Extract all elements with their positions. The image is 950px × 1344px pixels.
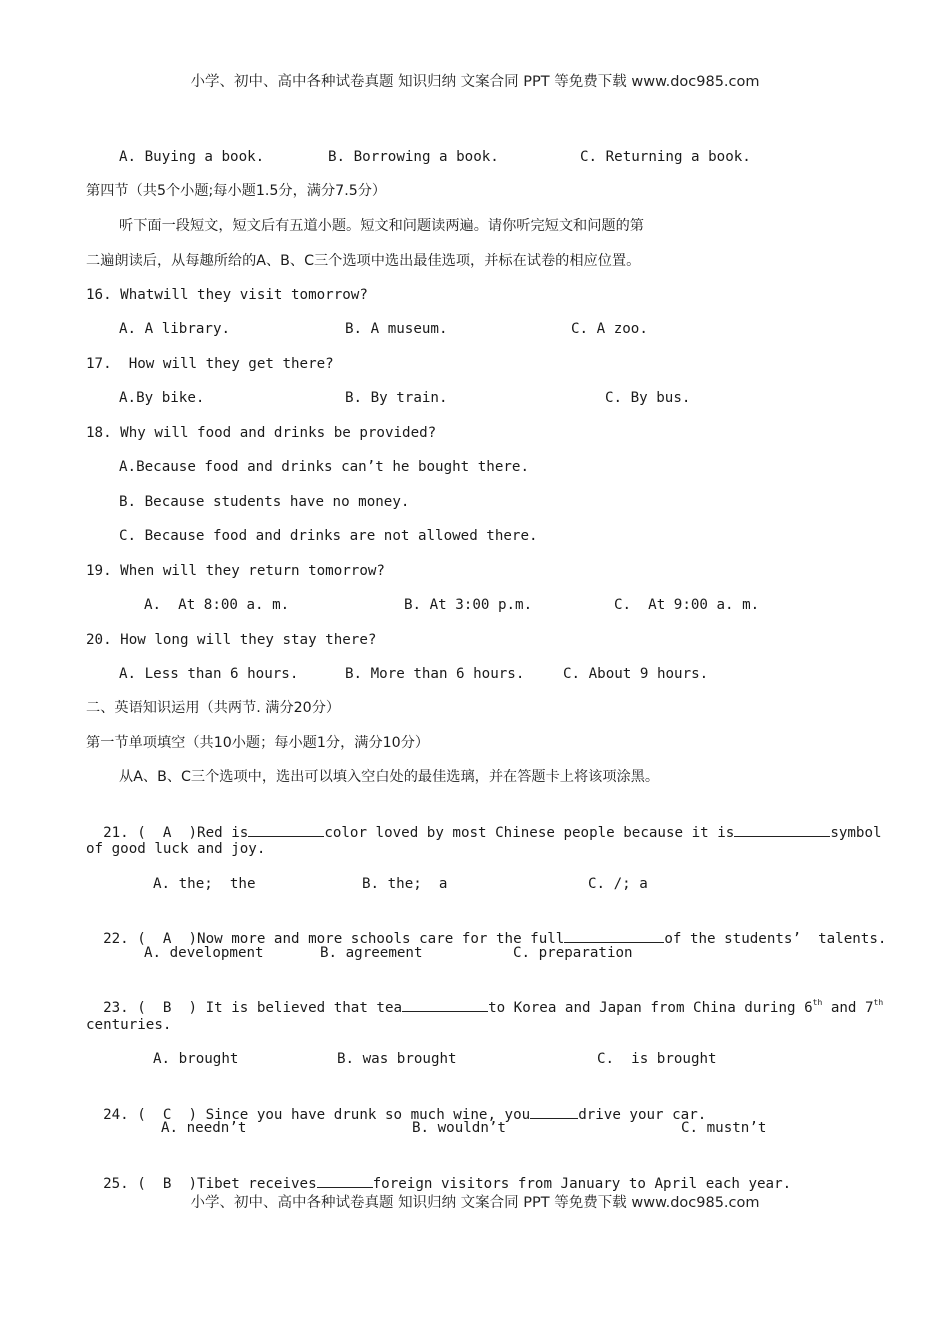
q25-question bbox=[86, 1153, 791, 1194]
q18-option-b: B. Because students have no money. bbox=[119, 494, 410, 510]
q23-superscript-1: th bbox=[812, 998, 823, 1007]
q17-option-c: C. By bus. bbox=[605, 390, 691, 406]
q23-superscript-2: th bbox=[873, 998, 884, 1007]
q23-question-continued: centuries. bbox=[86, 1017, 172, 1033]
q24-text-2: drive your car. bbox=[578, 1107, 707, 1123]
q23-option-c: C. is brought bbox=[597, 1051, 717, 1067]
q21-option-b: B. the; a bbox=[362, 876, 448, 892]
q24-option-c: C. mustn’t bbox=[681, 1120, 767, 1136]
q23-option-a: A. brought bbox=[153, 1051, 239, 1067]
q18-option-a: A.Because food and drinks can’t he bought there. bbox=[119, 459, 529, 475]
q18-option-c: C. Because food and drinks are not allowed there. bbox=[119, 528, 538, 544]
q22-option-a: A. development bbox=[144, 945, 264, 961]
q15-option-b: B. Borrowing a book. bbox=[328, 149, 499, 165]
q21-question bbox=[86, 802, 882, 843]
q15-option-c: C. Returning a book. bbox=[580, 149, 751, 165]
q22-text-1: 22. ( A )Now more and more schools care for the full bbox=[103, 931, 565, 947]
part2-section1-instruction: 从A、B、C三个选项中，选出可以填入空白处的最佳选璃，并在答题卡上将该项涂黑。 bbox=[119, 769, 660, 785]
q23-question bbox=[86, 977, 883, 1018]
q24-text-1: 24. ( C ) Since you have drunk so much wine, you bbox=[103, 1107, 531, 1123]
page-header: 小学、初中、高中各种试卷真题 知识归纳 文案合同 PPT 等免费下载 www.doc985.com bbox=[190, 74, 760, 90]
q25-blank bbox=[317, 1173, 373, 1188]
q19-option-a: A. At 8:00 a. m. bbox=[144, 597, 290, 613]
part2-section1-title: 第一节单项填空（共10小题；每小题1分，满分10分） bbox=[86, 735, 430, 751]
q22-option-c: C. preparation bbox=[513, 945, 633, 961]
q20-option-b: B. More than 6 hours. bbox=[345, 666, 525, 682]
section4-title: 第四节（共5个小题;每小题1.5分，满分7.5分） bbox=[86, 183, 387, 199]
q21-option-c: C. /; a bbox=[588, 876, 648, 892]
q25-text-1: 25. ( B )Tibet receives bbox=[103, 1176, 317, 1192]
q22-option-b: B. agreement bbox=[320, 945, 423, 961]
q21-text-2: color loved by most Chinese people because it is bbox=[324, 825, 735, 841]
q23-text-2: to Korea and Japan from China during 6 bbox=[488, 1000, 813, 1016]
q15-option-a: A. Buying a book. bbox=[119, 149, 265, 165]
q19-option-b: B. At 3:00 p.m. bbox=[404, 597, 533, 613]
q19-option-c: C. At 9:00 a. m. bbox=[614, 597, 760, 613]
q23-option-b: B. was brought bbox=[337, 1051, 457, 1067]
q19-question: 19. When will they return tomorrow? bbox=[86, 563, 385, 579]
section4-instruction-line2: 二遍朗读后，从每趣所给的A、B、C三个选项中选出最佳选项，并标在试卷的相应位置。 bbox=[86, 253, 641, 269]
q17-option-a: A.By bike. bbox=[119, 390, 205, 406]
q22-blank bbox=[564, 928, 664, 943]
q21-blank-2 bbox=[734, 822, 830, 837]
q21-option-a: A. the; the bbox=[153, 876, 256, 892]
q16-option-c: C. A zoo. bbox=[571, 321, 648, 337]
section4-instruction-line1: 听下面一段短文，短文后有五道小题。短文和问题读两遍。请你听完短文和问题的第 bbox=[119, 218, 644, 234]
q23-text-1: 23. ( B ) It is believed that tea bbox=[103, 1000, 403, 1016]
q20-option-a: A. Less than 6 hours. bbox=[119, 666, 299, 682]
q16-option-a: A. A library. bbox=[119, 321, 231, 337]
q16-question: 16. Whatwill they visit tomorrow? bbox=[86, 287, 368, 303]
q23-text-3: and 7 bbox=[822, 1000, 874, 1016]
q24-option-b: B. wouldn’t bbox=[412, 1120, 506, 1136]
q21-blank-1 bbox=[248, 822, 324, 837]
q20-option-c: C. About 9 hours. bbox=[563, 666, 709, 682]
q21-text-3: symbol bbox=[830, 825, 882, 841]
q24-blank bbox=[530, 1104, 578, 1119]
q21-text-1: 21. ( A )Red is bbox=[103, 825, 249, 841]
part2-title: 二、英语知识运用（共两节. 满分20分） bbox=[86, 700, 341, 716]
q25-text-2: foreign visitors from January to April each year. bbox=[372, 1176, 792, 1192]
page-footer: 小学、初中、高中各种试卷真题 知识归纳 文案合同 PPT 等免费下载 www.doc985.com bbox=[190, 1195, 760, 1211]
q17-question: 17. How will they get there? bbox=[86, 356, 334, 372]
q22-text-2: of the students’ talents. bbox=[664, 931, 887, 947]
q16-option-b: B. A museum. bbox=[345, 321, 448, 337]
q21-question-continued: of good luck and joy. bbox=[86, 841, 266, 857]
q24-option-a: A. needn’t bbox=[161, 1120, 247, 1136]
q17-option-b: B. By train. bbox=[345, 390, 448, 406]
q23-blank bbox=[402, 997, 488, 1012]
q18-question: 18. Why will food and drinks be provided? bbox=[86, 425, 437, 441]
q20-question: 20. How long will they stay there? bbox=[86, 632, 377, 648]
